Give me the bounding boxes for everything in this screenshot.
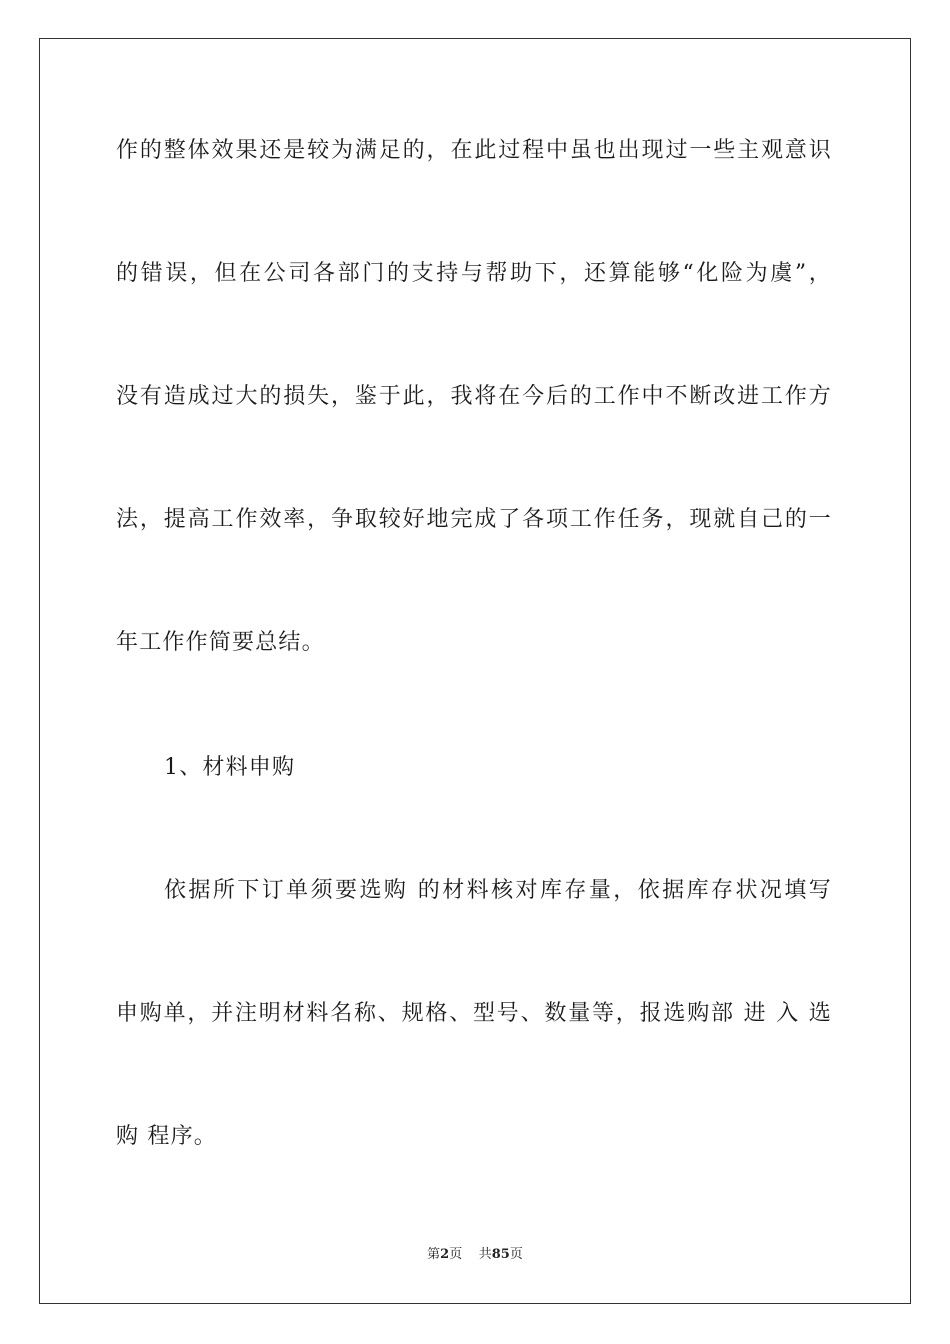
- page-suffix: 页: [449, 1247, 463, 1262]
- paragraph-line: 申购单，并注明材料名称、规格、型号、数量等，报选购部 进 入 选: [116, 1001, 832, 1026]
- page-number: 2: [440, 1247, 450, 1262]
- total-pages: 85: [491, 1247, 510, 1262]
- paragraph-line: 依据所下订单须要选购 的材料核对库存量，依据库存状况填写: [164, 878, 832, 903]
- page-prefix: 第: [427, 1247, 441, 1262]
- paragraph-line: 作的整体效果还是较为满足的，在此过程中虽也出现过一些主观意识: [116, 138, 832, 163]
- paragraph-line: 购 程序。: [116, 1124, 217, 1149]
- page-footer: [0, 1246, 950, 1264]
- total-prefix: 共: [478, 1247, 492, 1262]
- paragraph-line: 年工作作简要总结。: [116, 630, 325, 655]
- section-heading: 1、材料申购: [164, 755, 296, 780]
- paragraph-line: 法，提高工作效率，争取较好地完成了各项工作任务，现就自己的一: [116, 507, 832, 532]
- paragraph-line: 没有造成过大的损失，鉴于此，我将在今后的工作中不断改进工作方: [116, 384, 832, 409]
- total-suffix: 页: [509, 1247, 523, 1262]
- paragraph-line: 的错误，但在公司各部门的支持与帮助下，还算能够“化险为虞”，: [116, 261, 832, 286]
- page-border: [39, 38, 911, 1304]
